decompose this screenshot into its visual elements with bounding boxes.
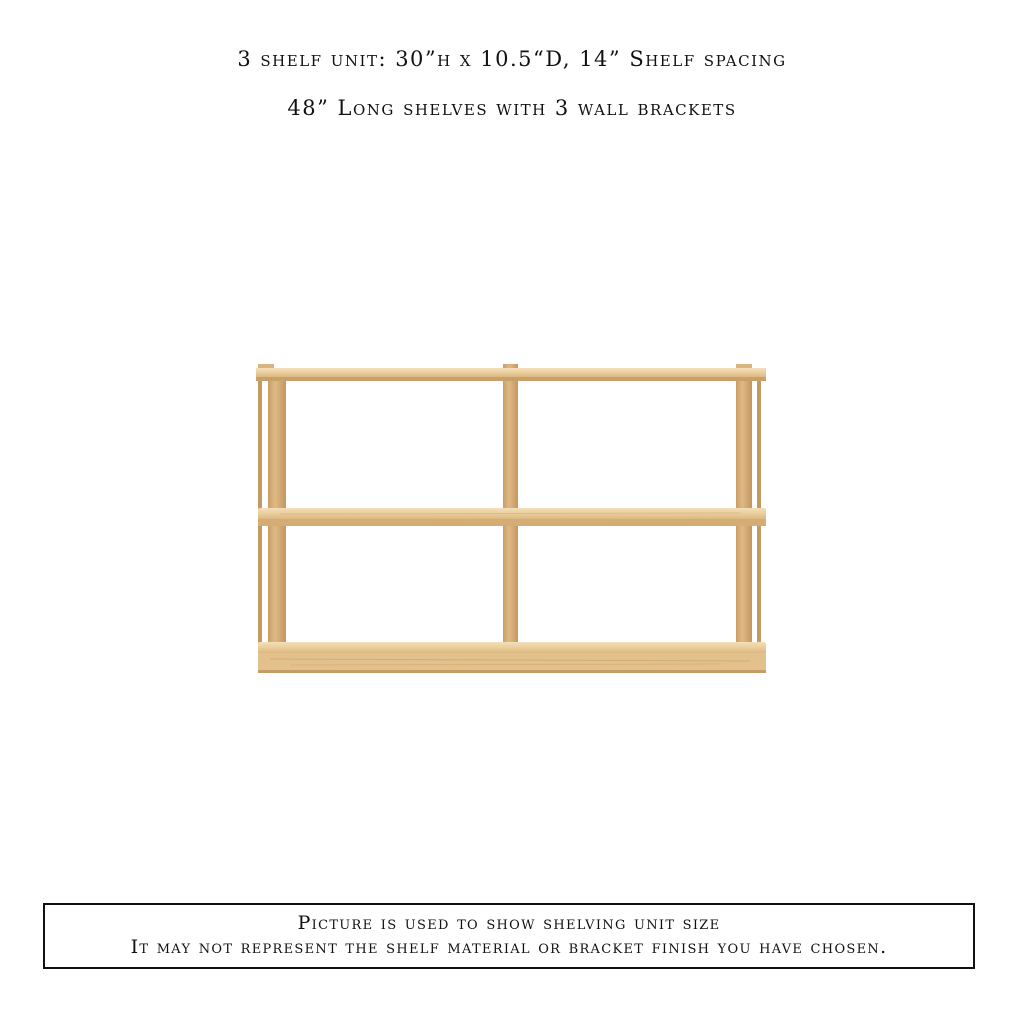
shelf-bottom xyxy=(258,642,766,673)
shelf-middle xyxy=(258,508,766,526)
header-line-1: 3 shelf unit: 30”h x 10.5“D, 14” Shelf spacing xyxy=(237,47,787,71)
disclaimer-box xyxy=(43,903,975,969)
header-line-2: 48” Long shelves with 3 wall brackets xyxy=(287,96,737,120)
disclaimer-line-2: It may not represent the shelf material or bracket finish you have chosen. xyxy=(130,936,888,958)
shelving-unit-illustration xyxy=(220,350,800,690)
disclaimer-line-1: Picture is used to show shelving unit size xyxy=(297,912,721,934)
